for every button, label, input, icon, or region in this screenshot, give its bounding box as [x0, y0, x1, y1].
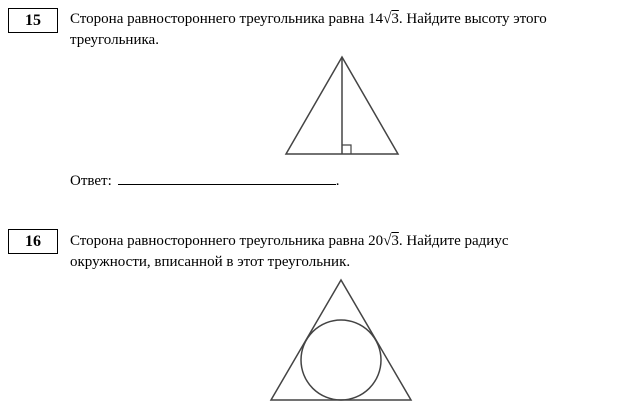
problem-number: 15	[25, 12, 41, 29]
sqrt-symbol: √	[383, 11, 392, 27]
answer-label: Ответ:	[70, 173, 112, 189]
problem-text-part: Сторона равностороннего треугольника равна 20	[70, 233, 384, 249]
sqrt-symbol: √	[383, 233, 392, 249]
answer-period: .	[335, 173, 340, 189]
equilateral-triangle	[271, 280, 411, 400]
problem-text-line-2: окружности, вписанной в этот треугольник.	[70, 254, 351, 270]
problem-text-line-2: треугольника.	[70, 32, 159, 48]
inscribed-circle	[301, 320, 381, 400]
problem-text-part: Сторона равностороннего треугольника равна 14	[70, 11, 384, 27]
problem-text-part: . Найдите высоту этого	[398, 11, 547, 27]
radicand: 3	[391, 11, 399, 27]
problem-number: 16	[25, 233, 41, 250]
radicand: 3	[391, 233, 399, 249]
problem-text-part: . Найдите радиус	[398, 233, 509, 249]
